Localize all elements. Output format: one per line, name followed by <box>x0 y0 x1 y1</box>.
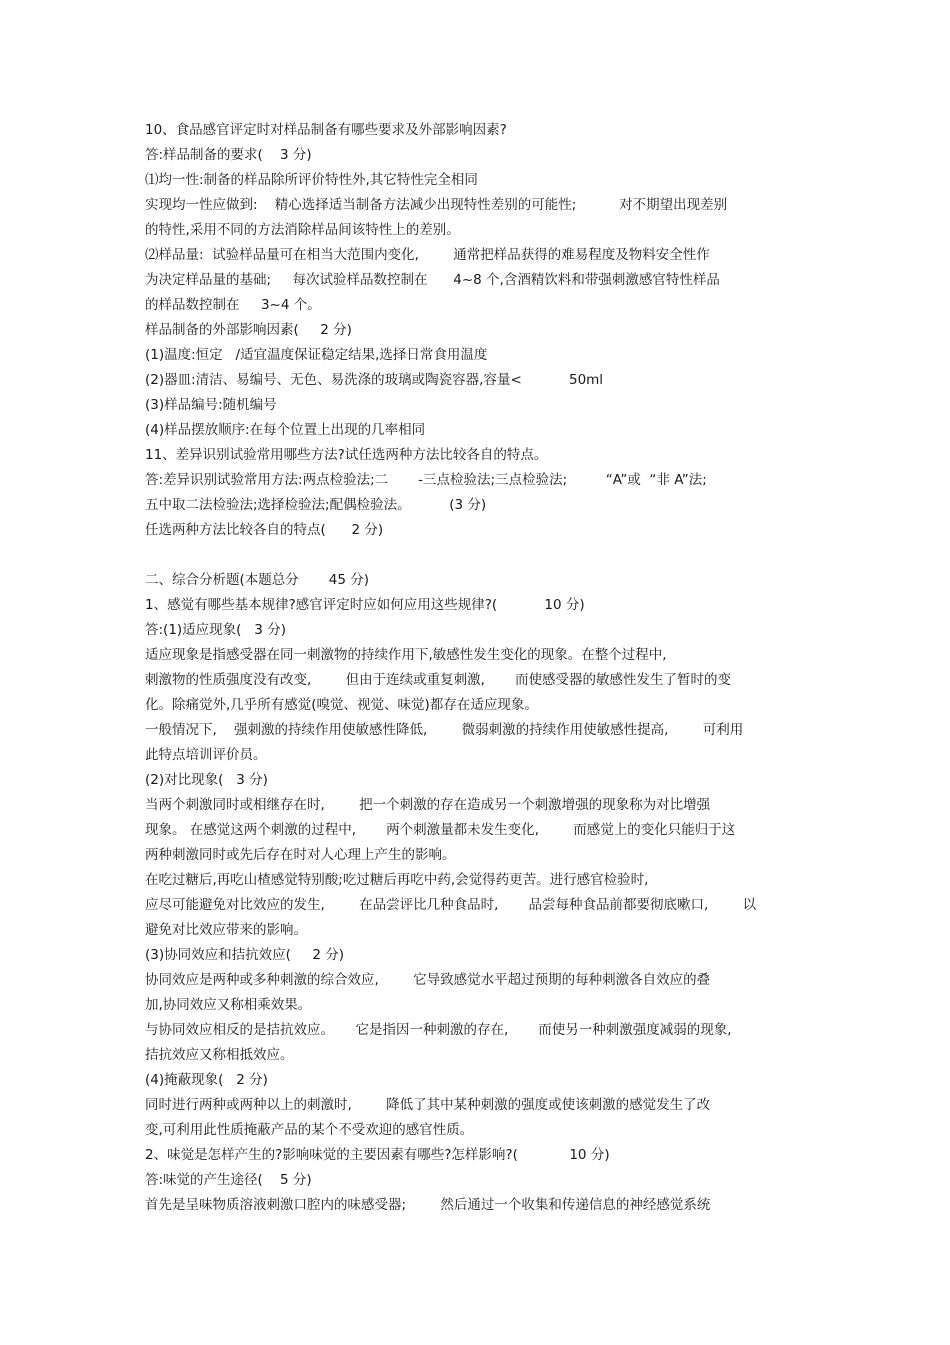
text-line: 答:差异识别试验常用方法:两点检验法;二 -三点检验法;三点检验法; “A”或 “非 A”法; <box>145 472 707 488</box>
text-line: 的样品数控制在 3~4 个。 <box>145 297 321 313</box>
text-line: 同时进行两种或两种以上的刺激时, 降低了其中某种刺激的强度或使该刺激的感觉发生了改 <box>145 1097 711 1113</box>
text-line: 刺激物的性质强度没有改变, 但由于连续或重复刺激, 而使感受器的敏感性发生了暂时的变 <box>145 672 731 688</box>
text-line: 答:味觉的产生途径( 5 分) <box>145 1172 312 1188</box>
text-line: 协同效应是两种或多种刺激的综合效应, 它导致感觉水平超过预期的每种刺激各自效应的叠 <box>145 972 711 988</box>
text-line: 实现均一性应做到: 精心选择适当制备方法减少出现特性差别的可能性; 对不期望出现差别 <box>145 197 728 213</box>
text-line: 的特性,采用不同的方法消除样品间该特性上的差别。 <box>145 222 460 238</box>
text-line: 当两个刺激同时或相继存在时, 把一个刺激的存在造成另一个刺激增强的现象称为对比增强 <box>145 797 711 813</box>
text-line: 1、感觉有哪些基本规律?感官评定时应如何应用这些规律?( 10 分) <box>145 597 585 613</box>
text-line: ⑴均一性:制备的样品除所评价特性外,其它特性完全相同 <box>145 172 478 188</box>
text-line: 在吃过糖后,再吃山楂感觉特别酸;吃过糖后再吃中药,会觉得药更苦。进行感官检验时, <box>145 872 649 888</box>
text-line: (1)温度:恒定 /适宜温度保证稳定结果,选择日常食用温度 <box>145 347 488 363</box>
text-line: (4)掩蔽现象( 2 分) <box>145 1072 268 1088</box>
text-line: 11、差异识别试验常用哪些方法?试任选两种方法比较各自的特点。 <box>145 447 548 463</box>
text-line: 10、食品感官评定时对样品制备有哪些要求及外部影响因素? <box>145 122 507 138</box>
text-line: 二、综合分析题(本题总分 45 分) <box>145 572 370 588</box>
text-line: 首先是呈味物质溶液刺激口腔内的味感受器; 然后通过一个收集和传递信息的神经感觉系统 <box>145 1197 711 1213</box>
text-line: 应尽可能避免对比效应的发生, 在品尝评比几种食品时, 品尝每种食品前都要彻底嗽口, 以 <box>145 897 757 913</box>
text-line: (2)对比现象( 3 分) <box>145 772 268 788</box>
text-line: 样品制备的外部影响因素( 2 分) <box>145 322 352 338</box>
blank-line <box>145 543 825 568</box>
text-line: 为决定样品量的基础; 每次试验样品数控制在 4~8 个,含酒精饮料和带强刺激感官特性样品 <box>145 272 720 288</box>
text-line: (3)样品编号:随机编号 <box>145 397 277 413</box>
text-line: 此特点培训评价员。 <box>145 747 267 763</box>
text-line: 拮抗效应又称相抵效应。 <box>145 1047 294 1063</box>
text-line: 现象。 在感觉这两个刺激的过程中, 两个刺激量都未发生变化, 而感觉上的变化只能归于这 <box>145 822 736 838</box>
text-line: 2、味觉是怎样产生的?影响味觉的主要因素有哪些?怎样影响?( 10 分) <box>145 1147 610 1163</box>
text-line: (3)协同效应和拮抗效应( 2 分) <box>145 947 344 963</box>
text-line: 避免对比效应带来的影响。 <box>145 922 307 938</box>
text-line: 一般情况下, 强刺激的持续作用使敏感性降低, 微弱刺激的持续作用使敏感性提高, 可利用 <box>145 722 744 738</box>
document-body <box>145 118 825 1218</box>
text-line: 五中取二法检验法;选择检验法;配偶检验法。 (3 分) <box>145 497 487 513</box>
text-line: 化。除痛觉外,几乎所有感觉(嗅觉、视觉、味觉)都存在适应现象。 <box>145 697 538 713</box>
text-line: (2)器皿:清洁、易编号、无色、易洗涤的玻璃或陶瓷容器,容量< 50ml <box>145 372 604 388</box>
text-line: ⑵样品量: 试验样品量可在相当大范围内变化, 通常把样品获得的难易程度及物料安全性作 <box>145 247 710 263</box>
text-line: 两种刺激同时或先后存在时对人心理上产生的影响。 <box>145 847 456 863</box>
text-line: 加,协同效应又称相乘效果。 <box>145 997 312 1013</box>
text-line: 变,可利用此性质掩蔽产品的某个不受欢迎的感官性质。 <box>145 1122 474 1138</box>
text-line: 任选两种方法比较各自的特点( 2 分) <box>145 522 384 538</box>
text-line: 答:样品制备的要求( 3 分) <box>145 147 312 163</box>
text-line: 答:(1)适应现象( 3 分) <box>145 622 286 638</box>
text-line: (4)样品摆放顺序:在每个位置上出现的几率相同 <box>145 422 426 438</box>
text-line: 适应现象是指感受器在同一刺激物的持续作用下,敏感性发生变化的现象。在整个过程中, <box>145 647 667 663</box>
text-line: 与协同效应相反的是拮抗效应。 它是指因一种刺激的存在, 而使另一种刺激强度减弱的现象, <box>145 1022 732 1038</box>
